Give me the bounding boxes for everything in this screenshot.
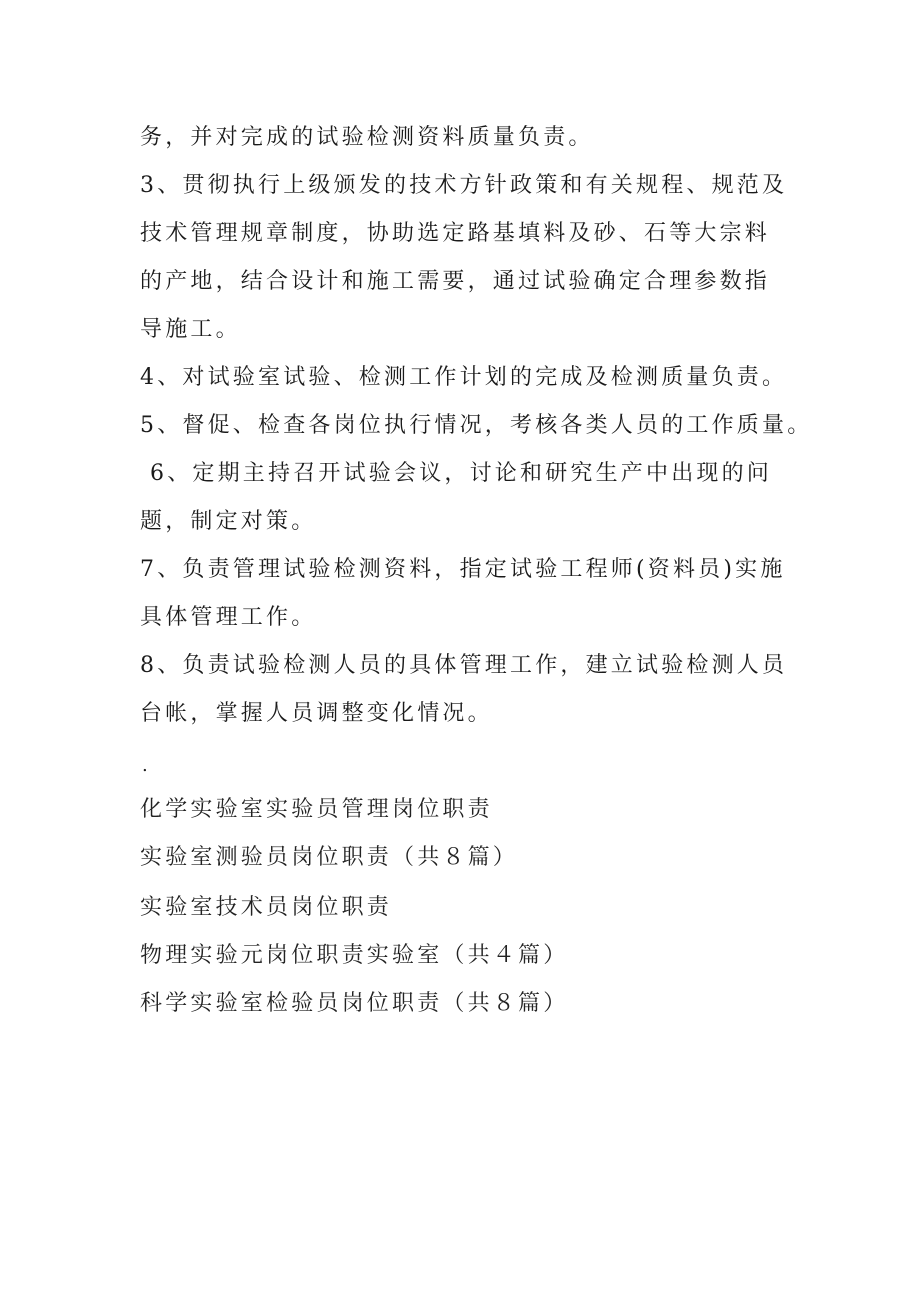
body-line: 题，制定对策。 (140, 509, 317, 534)
body-line: 5、督促、检查各岗位执行情况，考核各类人员的工作质量。 (140, 413, 813, 438)
body-line: 务，并对完成的试验检测资料质量负责。 (140, 125, 594, 150)
body-line: 3、贯彻执行上级颁发的技术方针政策和有关规程、规范及 (140, 173, 788, 198)
related-link[interactable]: 实验室测验员岗位职责（共８篇） (140, 845, 519, 870)
related-link[interactable]: 化学实验室实验员管理岗位职责 (140, 797, 493, 822)
body-line: 导施工。 (140, 317, 241, 342)
body-line: 8、负责试验检测人员的具体管理工作，建立试验检测人员 (140, 653, 788, 678)
related-link[interactable]: 实验室技术员岗位职责 (140, 895, 393, 920)
body-line: 台帐，掌握人员调整变化情况。 (140, 701, 493, 726)
related-link[interactable]: 物理实验元岗位职责实验室（共４篇） (140, 943, 569, 968)
body-line: 7、负责管理试验检测资料，指定试验工程师(资料员)实施 (140, 557, 786, 582)
body-line: 的产地，结合设计和施工需要，通过试验确定合理参数指 (140, 269, 771, 294)
body-line: 4、对试验室试验、检测工作计划的完成及检测质量负责。 (140, 365, 788, 390)
body-line: 6、定期主持召开试验会议，讨论和研究生产中出现的问 (150, 461, 772, 486)
separator-dot: . (142, 755, 148, 776)
related-link[interactable]: 科学实验室检验员岗位职责（共８篇） (140, 991, 569, 1016)
body-line: 具体管理工作。 (140, 605, 317, 630)
body-line: 技术管理规章制度，协助选定路基填料及砂、石等大宗料 (140, 221, 771, 246)
